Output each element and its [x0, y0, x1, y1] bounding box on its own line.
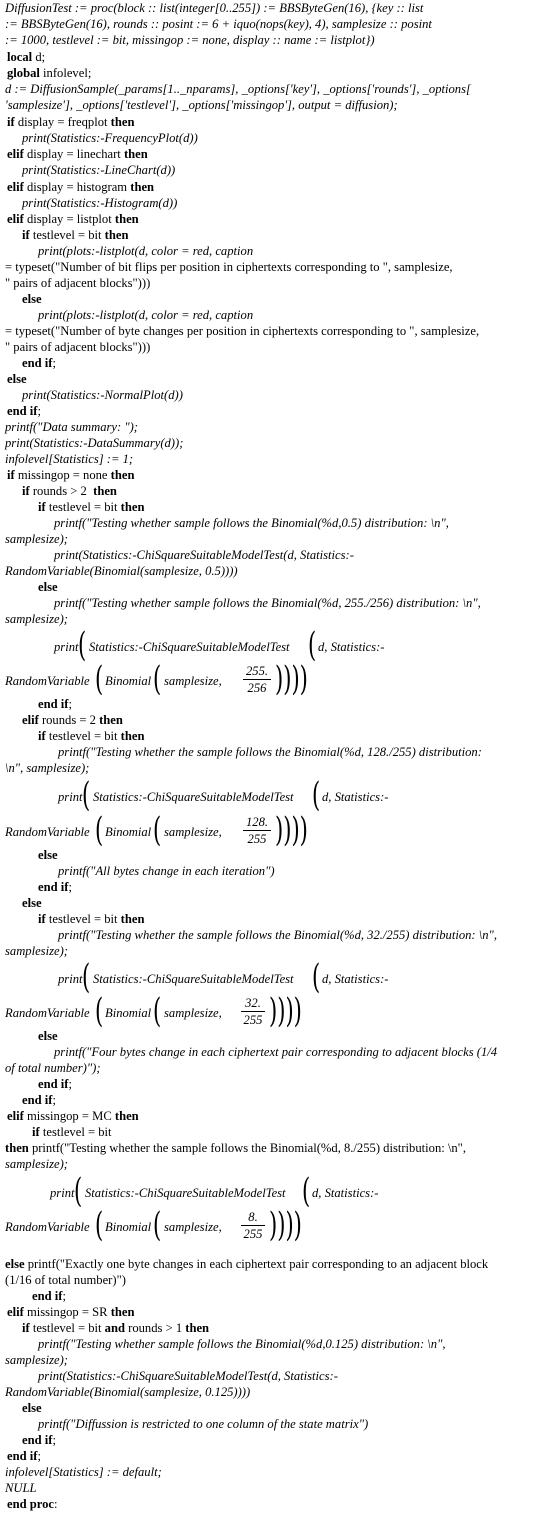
paren-open: ( [95, 1205, 104, 1245]
code-line: else printf("Exactly one byte changes in each ciphertext pair corresponding to an adjacent block [5, 1257, 489, 1271]
code-line: else [22, 292, 42, 306]
code-line: samplesize); [5, 612, 68, 626]
code-line: elif missingop = SR then [7, 1305, 135, 1319]
code-line: print(Statistics:-ChiSquareSuitableModelTest(d, Statistics:- [54, 548, 354, 562]
code-line: end if; [22, 1093, 56, 1107]
fraction-bar [241, 1011, 265, 1012]
code-line: end if; [38, 1077, 72, 1091]
code-line: print [58, 972, 83, 986]
code-line: samplesize); [5, 944, 68, 958]
code-line: print(Statistics:-LineChart(d)) [22, 163, 176, 177]
code-line: if testlevel = bit then [22, 228, 129, 242]
fraction-denominator: 255 [243, 1227, 263, 1241]
code-line: printf("Data summary: "); [5, 420, 139, 434]
code-line: printf("Testing whether sample follows the Binomial(%d,0.5) distribution: \n", [54, 516, 449, 530]
code-line: print(Statistics:-Histogram(d)) [22, 196, 178, 210]
code-line: samplesize); [5, 1157, 68, 1171]
code-line: printf("Diffussion is restricted to one column of the state matrix") [38, 1417, 369, 1431]
paren-open: ( [302, 1171, 311, 1211]
paren-open: ( [95, 991, 104, 1031]
paren-open: ( [78, 625, 87, 665]
code-line: RandomVariable [5, 674, 90, 688]
fraction-bar [241, 1225, 265, 1226]
code-line: NULL [5, 1481, 37, 1495]
code-line: samplesize, [164, 825, 222, 839]
code-line: if missingop = none then [7, 468, 135, 482]
paren-open: ( [153, 810, 162, 850]
code-line: elif missingop = MC then [7, 1109, 139, 1123]
code-line: elif display = listplot then [7, 212, 139, 226]
code-line: (1/16 of total number)") [5, 1273, 126, 1287]
code-line: d, Statistics:- [322, 972, 389, 986]
code-line: := BBSByteGen(16), rounds :: posint := 6 + iquo(nops(key), 4), samplesize :: posint [5, 17, 432, 31]
code-line: local d; [7, 50, 46, 64]
code-line: " pairs of adjacent blocks"))) [5, 276, 151, 290]
paren-close: )))) [275, 659, 308, 699]
code-line: print(plots:-listplot(d, color = red, caption [38, 308, 254, 322]
code-line: print(Statistics:-ChiSquareSuitableModelTest(d, Statistics:- [38, 1369, 338, 1383]
code-line: Binomial [105, 674, 152, 688]
code-line: printf("All bytes change in each iteration") [58, 864, 275, 878]
code-line: if testlevel = bit then [38, 729, 145, 743]
code-line: samplesize); [5, 1353, 68, 1367]
code-line: printf("Testing whether the sample follows the Binomial(%d, 32./255) distribution: \n", [58, 928, 497, 942]
code-line: end if; [7, 1449, 41, 1463]
fraction-bar [243, 679, 271, 680]
code-line: if testlevel = bit then [38, 500, 145, 514]
code-line: printf("Testing whether sample follows the Binomial(%d,0.125) distribution: \n", [38, 1337, 446, 1351]
code-line: else [22, 1401, 42, 1415]
code-line: elif display = linechart then [7, 147, 148, 161]
fraction-bar [243, 830, 271, 831]
paren-open: ( [153, 659, 162, 699]
paren-open: ( [308, 625, 317, 665]
code-line: samplesize); [5, 532, 68, 546]
paren-open: ( [153, 991, 162, 1031]
code-line: RandomVariable(Binomial(samplesize, 0.5)))) [5, 564, 238, 578]
paren-open: ( [95, 810, 104, 850]
paren-close: )))) [275, 810, 308, 850]
paren-open: ( [82, 775, 91, 815]
code-line: print(plots:-listplot(d, color = red, caption [38, 244, 254, 258]
code-line: Binomial [105, 1006, 152, 1020]
fraction-denominator: 256 [247, 681, 267, 695]
fraction-numerator: 255. [245, 664, 269, 678]
code-line: printf("Testing whether sample follows the Binomial(%d, 255./256) distribution: \n", [54, 596, 481, 610]
code-line: print [58, 790, 83, 804]
code-line: Statistics:-ChiSquareSuitableModelTest [93, 790, 294, 804]
paren-close: )))) [269, 1205, 302, 1245]
code-line: else [38, 1029, 58, 1043]
code-line: if testlevel = bit [32, 1125, 112, 1139]
code-line: DiffusionTest := proc(block :: list(integer[0..255]) := BBSByteGen(16), {key :: list [5, 1, 424, 15]
code-line: infolevel[Statistics] := 1; [5, 452, 134, 466]
code-line: global infolevel; [7, 66, 92, 80]
code-line: RandomVariable [5, 1220, 90, 1234]
code-line: end if; [38, 697, 72, 711]
code-line: RandomVariable(Binomial(samplesize, 0.125)))) [5, 1385, 251, 1399]
code-line: end proc: [7, 1497, 58, 1511]
fraction-numerator: 128. [245, 815, 269, 829]
code-line: := 1000, testlevel := bit, missingop := none, display :: name := listplot}) [5, 33, 375, 47]
code-line: samplesize, [164, 1006, 222, 1020]
code-line: printf("Testing whether the sample follows the Binomial(%d, 128./255) distribution: [58, 745, 482, 759]
code-line: samplesize, [164, 1220, 222, 1234]
code-line: Statistics:-ChiSquareSuitableModelTest [93, 972, 294, 986]
code-line: print [50, 1186, 75, 1200]
code-line: 'samplesize'], _options['testlevel'], _options['missingop'], output = diffusion); [5, 98, 398, 112]
code-line: d, Statistics:- [322, 790, 389, 804]
code-line: elif rounds = 2 then [22, 713, 123, 727]
code-line: d, Statistics:- [318, 640, 385, 654]
code-line: RandomVariable [5, 1006, 90, 1020]
paren-open: ( [82, 957, 91, 997]
code-line: = typeset("Number of byte changes per position in ciphertexts corresponding to ", samplesize, [5, 324, 480, 338]
code-line: print(Statistics:-NormalPlot(d)) [22, 388, 183, 402]
fraction-denominator: 255 [247, 832, 267, 846]
paren-open: ( [312, 957, 321, 997]
code-line: end if; [38, 880, 72, 894]
code-line: print [54, 640, 79, 654]
code-line: print(Statistics:-DataSummary(d)); [5, 436, 184, 450]
code-line: Statistics:-ChiSquareSuitableModelTest [85, 1186, 286, 1200]
code-line: else [38, 848, 58, 862]
code-line: Binomial [105, 1220, 152, 1234]
code-line: elif display = histogram then [7, 180, 155, 194]
code-line: else [22, 896, 42, 910]
code-line: end if; [22, 1433, 56, 1447]
code-line: d := DiffusionSample(_params[1.._nparams], _options['key'], _options['rounds'], _options[ [5, 82, 471, 96]
code-line: if display = freqplot then [7, 115, 135, 129]
code-line: printf("Four bytes change in each ciphertext pair corresponding to adjacent blocks (1/4 [54, 1045, 498, 1059]
code-line: end if; [32, 1289, 66, 1303]
fraction-numerator: 32. [245, 996, 261, 1010]
code-line: print(Statistics:-FrequencyPlot(d)) [22, 131, 198, 145]
code-line: d, Statistics:- [312, 1186, 379, 1200]
paren-open: ( [312, 775, 321, 815]
fraction-numerator: 8. [248, 1210, 258, 1224]
code-line: if rounds > 2 then [22, 484, 117, 498]
code-line: = typeset("Number of bit flips per position in ciphertexts corresponding to ", samplesize, [5, 260, 453, 274]
paren-open: ( [153, 1205, 162, 1245]
code-line: of total number)"); [5, 1061, 101, 1075]
code-line: if testlevel = bit then [38, 912, 145, 926]
code-line: else [7, 372, 27, 386]
paren-close: )))) [269, 991, 302, 1031]
fraction-denominator: 255 [243, 1013, 263, 1027]
code-line: infolevel[Statistics] := default; [5, 1465, 162, 1479]
code-line: else [38, 580, 58, 594]
code-line: then printf("Testing whether the sample follows the Binomial(%d, 8./255) distribution: \n", [5, 1141, 466, 1155]
paren-open: ( [74, 1171, 83, 1211]
paren-open: ( [95, 659, 104, 699]
code-line: " pairs of adjacent blocks"))) [5, 340, 151, 354]
code-line: Binomial [105, 825, 152, 839]
code-line: RandomVariable [5, 825, 90, 839]
code-line: \n", samplesize); [5, 761, 90, 775]
code-line: end if; [7, 404, 41, 418]
code-line: end if; [22, 356, 56, 370]
code-line: samplesize, [164, 674, 222, 688]
code-line: if testlevel = bit and rounds > 1 then [22, 1321, 210, 1335]
code-line: Statistics:-ChiSquareSuitableModelTest [89, 640, 290, 654]
